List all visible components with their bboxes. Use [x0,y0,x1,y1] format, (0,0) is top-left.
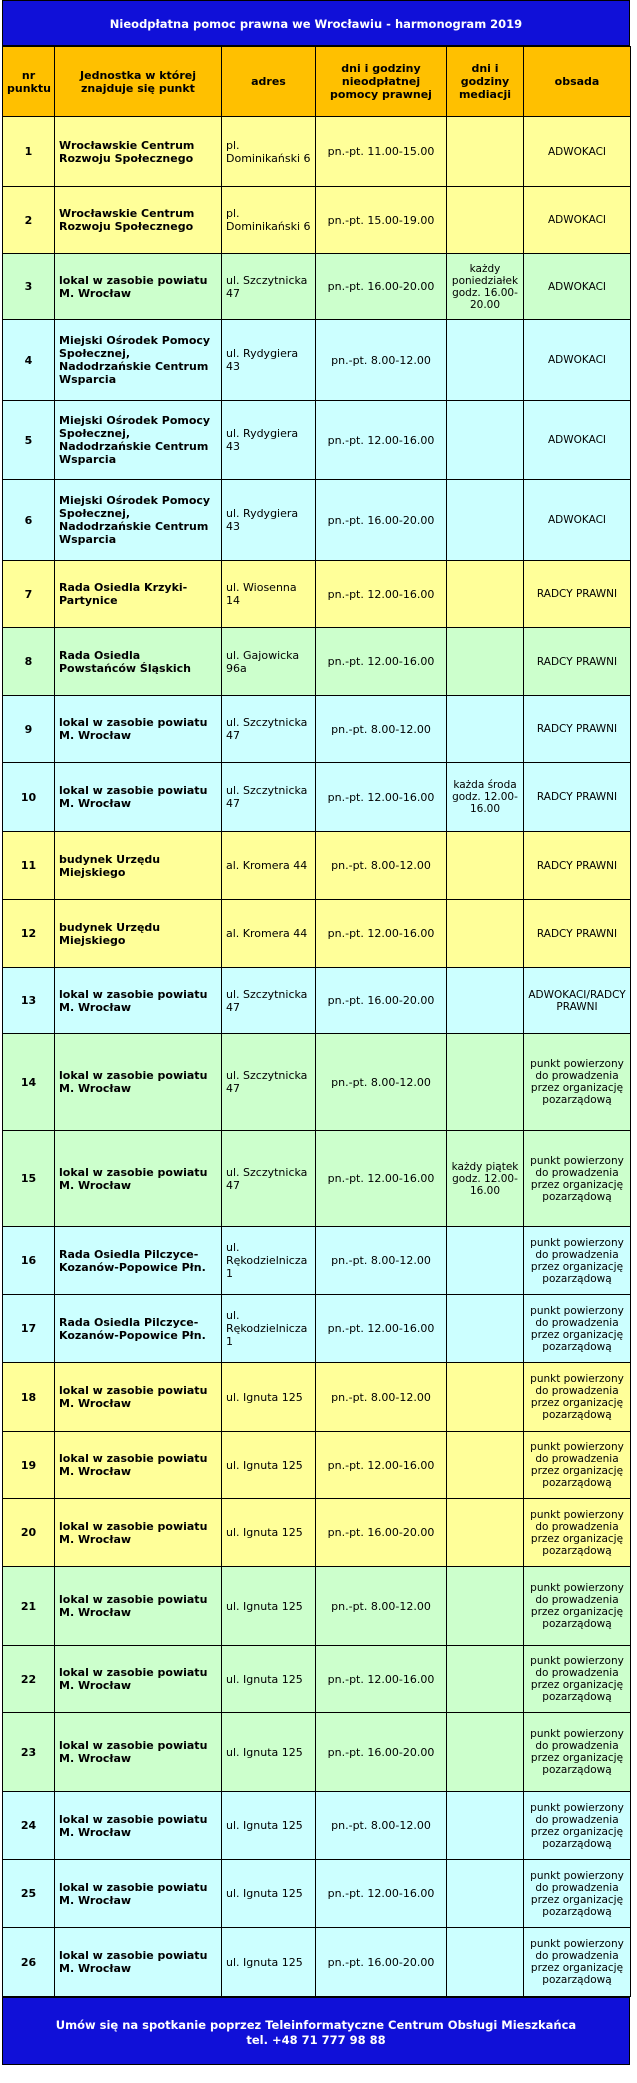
cell-staff: punkt powierzony do prowadzenia przez organizację pozarządową [524,1713,631,1792]
cell-nr: 8 [3,628,55,696]
cell-nr: 9 [3,696,55,763]
cell-address: ul. Gajowicka 96a [222,628,316,696]
table-row [3,480,631,561]
cell-hours: pn.-pt. 16.00-20.00 [316,1499,447,1567]
cell-mediation [447,1363,524,1432]
cell-unit: Rada Osiedla Pilczyce-Kozanów-Popowice Płn. [55,1227,222,1295]
cell-address: ul. Rękodzielnicza 1 [222,1227,316,1295]
table-row [3,1567,631,1646]
cell-nr: 16 [3,1227,55,1295]
page-title: Nieodpłatna pomoc prawna we Wrocławiu - harmonogram 2019 [2,0,630,46]
cell-nr: 21 [3,1567,55,1646]
table-row [3,117,631,187]
cell-unit: lokal w zasobie powiatu M. Wrocław [55,1646,222,1713]
cell-mediation [447,1567,524,1646]
col-header-hours: dni i godziny nieodpłatnej pomocy prawnej [316,47,447,117]
col-header-address: adres [222,47,316,117]
cell-unit: Wrocławskie Centrum Rozwoju Społecznego [55,117,222,187]
cell-address: ul. Ignuta 125 [222,1928,316,1997]
cell-mediation [447,1646,524,1713]
table-row [3,1432,631,1499]
cell-address: ul. Szczytnicka 47 [222,968,316,1034]
cell-mediation [447,1432,524,1499]
cell-mediation [447,628,524,696]
cell-address: ul. Rydygiera 43 [222,320,316,401]
cell-address: ul. Ignuta 125 [222,1792,316,1860]
cell-unit: lokal w zasobie powiatu M. Wrocław [55,1792,222,1860]
cell-nr: 5 [3,401,55,480]
cell-unit: Miejski Ośrodek Pomocy Społecznej, Nadodrzańskie Centrum Wsparcia [55,401,222,480]
cell-hours: pn.-pt. 12.00-16.00 [316,628,447,696]
cell-staff: punkt powierzony do prowadzenia przez organizację pozarządową [524,1295,631,1363]
table-header-row [3,47,631,117]
cell-staff: ADWOKACI [524,320,631,401]
cell-address: ul. Ignuta 125 [222,1432,316,1499]
cell-staff: ADWOKACI [524,187,631,254]
cell-address: ul. Rydygiera 43 [222,480,316,561]
cell-unit: lokal w zasobie powiatu M. Wrocław [55,254,222,320]
cell-nr: 19 [3,1432,55,1499]
cell-nr: 22 [3,1646,55,1713]
cell-address: al. Kromera 44 [222,900,316,968]
cell-hours: pn.-pt. 8.00-12.00 [316,696,447,763]
cell-hours: pn.-pt. 16.00-20.00 [316,1928,447,1997]
cell-staff: RADCY PRAWNI [524,628,631,696]
table-row [3,1928,631,1997]
cell-staff: punkt powierzony do prowadzenia przez organizację pozarządową [524,1227,631,1295]
table-row [3,696,631,763]
cell-hours: pn.-pt. 16.00-20.00 [316,254,447,320]
cell-hours: pn.-pt. 16.00-20.00 [316,480,447,561]
table-row [3,763,631,832]
cell-staff: ADWOKACI [524,480,631,561]
cell-mediation [447,117,524,187]
cell-staff: RADCY PRAWNI [524,696,631,763]
cell-hours: pn.-pt. 8.00-12.00 [316,1792,447,1860]
cell-nr: 4 [3,320,55,401]
cell-unit: lokal w zasobie powiatu M. Wrocław [55,1363,222,1432]
cell-hours: pn.-pt. 12.00-16.00 [316,1131,447,1227]
cell-staff: punkt powierzony do prowadzenia przez organizację pozarządową [524,1432,631,1499]
cell-hours: pn.-pt. 8.00-12.00 [316,1034,447,1131]
cell-address: al. Kromera 44 [222,832,316,900]
footer-line-1: Umów się na spotkanie poprzez Teleinformatyczne Centrum Obsługi Mieszkańca [55,2018,577,2032]
cell-nr: 7 [3,561,55,628]
table-row [3,1034,631,1131]
cell-unit: lokal w zasobie powiatu M. Wrocław [55,1034,222,1131]
col-header-staff: obsada [524,47,631,117]
cell-mediation [447,1295,524,1363]
cell-hours: pn.-pt. 12.00-16.00 [316,1295,447,1363]
cell-unit: lokal w zasobie powiatu M. Wrocław [55,1432,222,1499]
cell-mediation [447,1928,524,1997]
table-row [3,561,631,628]
cell-address: pl. Dominikański 6 [222,187,316,254]
cell-nr: 2 [3,187,55,254]
cell-mediation [447,696,524,763]
cell-nr: 10 [3,763,55,832]
cell-unit: Wrocławskie Centrum Rozwoju Społecznego [55,187,222,254]
cell-nr: 12 [3,900,55,968]
col-header-nr: nr punktu [3,47,55,117]
table-row [3,254,631,320]
cell-hours: pn.-pt. 12.00-16.00 [316,1646,447,1713]
footer-phone: tel. +48 71 777 98 88 [246,2033,386,2047]
table-row [3,1227,631,1295]
cell-staff: RADCY PRAWNI [524,832,631,900]
table-row [3,968,631,1034]
cell-staff: punkt powierzony do prowadzenia przez organizację pozarządową [524,1792,631,1860]
cell-address: ul. Ignuta 125 [222,1567,316,1646]
cell-mediation [447,1227,524,1295]
cell-nr: 26 [3,1928,55,1997]
cell-address: pl. Dominikański 6 [222,117,316,187]
col-header-unit: Jednostka w której znajduje się punkt [55,47,222,117]
cell-staff: ADWOKACI [524,254,631,320]
cell-address: ul. Ignuta 125 [222,1363,316,1432]
cell-address: ul. Szczytnicka 47 [222,1034,316,1131]
cell-staff: punkt powierzony do prowadzenia przez organizację pozarządową [524,1034,631,1131]
cell-unit: lokal w zasobie powiatu M. Wrocław [55,1860,222,1928]
schedule-document [2,0,630,2065]
cell-unit: lokal w zasobie powiatu M. Wrocław [55,763,222,832]
cell-nr: 11 [3,832,55,900]
cell-mediation [447,1792,524,1860]
cell-mediation [447,480,524,561]
cell-mediation [447,561,524,628]
cell-hours: pn.-pt. 8.00-12.00 [316,832,447,900]
cell-staff: punkt powierzony do prowadzenia przez organizację pozarządową [524,1499,631,1567]
table-row [3,1363,631,1432]
cell-address: ul. Rękodzielnicza 1 [222,1295,316,1363]
cell-staff: ADWOKACI [524,117,631,187]
cell-hours: pn.-pt. 12.00-16.00 [316,763,447,832]
cell-hours: pn.-pt. 8.00-12.00 [316,320,447,401]
cell-mediation [447,401,524,480]
cell-address: ul. Ignuta 125 [222,1499,316,1567]
contact-footer [2,1997,630,2065]
cell-unit: lokal w zasobie powiatu M. Wrocław [55,1567,222,1646]
cell-staff: punkt powierzony do prowadzenia przez organizację pozarządową [524,1363,631,1432]
cell-staff: punkt powierzony do prowadzenia przez organizację pozarządową [524,1567,631,1646]
cell-mediation [447,1034,524,1131]
cell-staff: RADCY PRAWNI [524,900,631,968]
cell-address: ul. Szczytnicka 47 [222,696,316,763]
cell-mediation [447,900,524,968]
col-header-mediation: dni i godziny mediacji [447,47,524,117]
table-row [3,832,631,900]
cell-unit: Rada Osiedla Krzyki-Partynice [55,561,222,628]
cell-hours: pn.-pt. 8.00-12.00 [316,1227,447,1295]
cell-hours: pn.-pt. 16.00-20.00 [316,1713,447,1792]
cell-staff: punkt powierzony do prowadzenia przez organizację pozarządową [524,1131,631,1227]
cell-nr: 6 [3,480,55,561]
cell-hours: pn.-pt. 16.00-20.00 [316,968,447,1034]
cell-mediation [447,320,524,401]
cell-address: ul. Ignuta 125 [222,1646,316,1713]
cell-staff: punkt powierzony do prowadzenia przez organizację pozarządową [524,1928,631,1997]
cell-nr: 3 [3,254,55,320]
cell-unit: lokal w zasobie powiatu M. Wrocław [55,1928,222,1997]
cell-nr: 15 [3,1131,55,1227]
cell-unit: budynek Urzędu Miejskiego [55,900,222,968]
table-row [3,401,631,480]
cell-hours: pn.-pt. 12.00-16.00 [316,1860,447,1928]
cell-hours: pn.-pt. 8.00-12.00 [316,1363,447,1432]
cell-staff: punkt powierzony do prowadzenia przez organizację pozarządową [524,1646,631,1713]
cell-mediation: każdy poniedziałek godz. 16.00-20.00 [447,254,524,320]
cell-nr: 24 [3,1792,55,1860]
cell-address: ul. Rydygiera 43 [222,401,316,480]
cell-hours: pn.-pt. 12.00-16.00 [316,900,447,968]
table-row [3,1646,631,1713]
table-row [3,1860,631,1928]
cell-unit: Rada Osiedla Pilczyce-Kozanów-Popowice Płn. [55,1295,222,1363]
cell-address: ul. Szczytnicka 47 [222,254,316,320]
cell-nr: 13 [3,968,55,1034]
cell-nr: 20 [3,1499,55,1567]
table-row [3,900,631,968]
cell-mediation [447,187,524,254]
cell-nr: 14 [3,1034,55,1131]
cell-mediation [447,832,524,900]
cell-hours: pn.-pt. 12.00-16.00 [316,1432,447,1499]
cell-unit: Rada Osiedla Powstańców Śląskich [55,628,222,696]
table-row [3,320,631,401]
cell-unit: Miejski Ośrodek Pomocy Społecznej, Nadodrzańskie Centrum Wsparcia [55,480,222,561]
cell-hours: pn.-pt. 12.00-16.00 [316,561,447,628]
cell-unit: Miejski Ośrodek Pomocy Społecznej, Nadodrzańskie Centrum Wsparcia [55,320,222,401]
cell-nr: 17 [3,1295,55,1363]
cell-address: ul. Szczytnicka 47 [222,763,316,832]
cell-address: ul. Ignuta 125 [222,1713,316,1792]
table-row [3,1792,631,1860]
cell-hours: pn.-pt. 15.00-19.00 [316,187,447,254]
table-row [3,1295,631,1363]
cell-unit: lokal w zasobie powiatu M. Wrocław [55,696,222,763]
cell-nr: 1 [3,117,55,187]
table-row [3,187,631,254]
cell-staff: ADWOKACI [524,401,631,480]
cell-staff: punkt powierzony do prowadzenia przez organizację pozarządową [524,1860,631,1928]
cell-nr: 25 [3,1860,55,1928]
cell-unit: lokal w zasobie powiatu M. Wrocław [55,1713,222,1792]
cell-hours: pn.-pt. 12.00-16.00 [316,401,447,480]
cell-mediation [447,1713,524,1792]
cell-unit: budynek Urzędu Miejskiego [55,832,222,900]
table-row [3,628,631,696]
cell-staff: ADWOKACI/RADCY PRAWNI [524,968,631,1034]
cell-mediation [447,1860,524,1928]
cell-mediation [447,1499,524,1567]
cell-staff: RADCY PRAWNI [524,763,631,832]
cell-address: ul. Wiosenna 14 [222,561,316,628]
cell-hours: pn.-pt. 8.00-12.00 [316,1567,447,1646]
schedule-table [2,46,631,1997]
table-row [3,1713,631,1792]
cell-hours: pn.-pt. 11.00-15.00 [316,117,447,187]
cell-nr: 23 [3,1713,55,1792]
cell-unit: lokal w zasobie powiatu M. Wrocław [55,1131,222,1227]
table-row [3,1131,631,1227]
cell-unit: lokal w zasobie powiatu M. Wrocław [55,968,222,1034]
cell-mediation: każda środa godz. 12.00-16.00 [447,763,524,832]
table-row [3,1499,631,1567]
cell-mediation [447,968,524,1034]
cell-staff: RADCY PRAWNI [524,561,631,628]
cell-unit: lokal w zasobie powiatu M. Wrocław [55,1499,222,1567]
cell-address: ul. Szczytnicka 47 [222,1131,316,1227]
cell-nr: 18 [3,1363,55,1432]
cell-address: ul. Ignuta 125 [222,1860,316,1928]
cell-mediation: każdy piątek godz. 12.00-16.00 [447,1131,524,1227]
